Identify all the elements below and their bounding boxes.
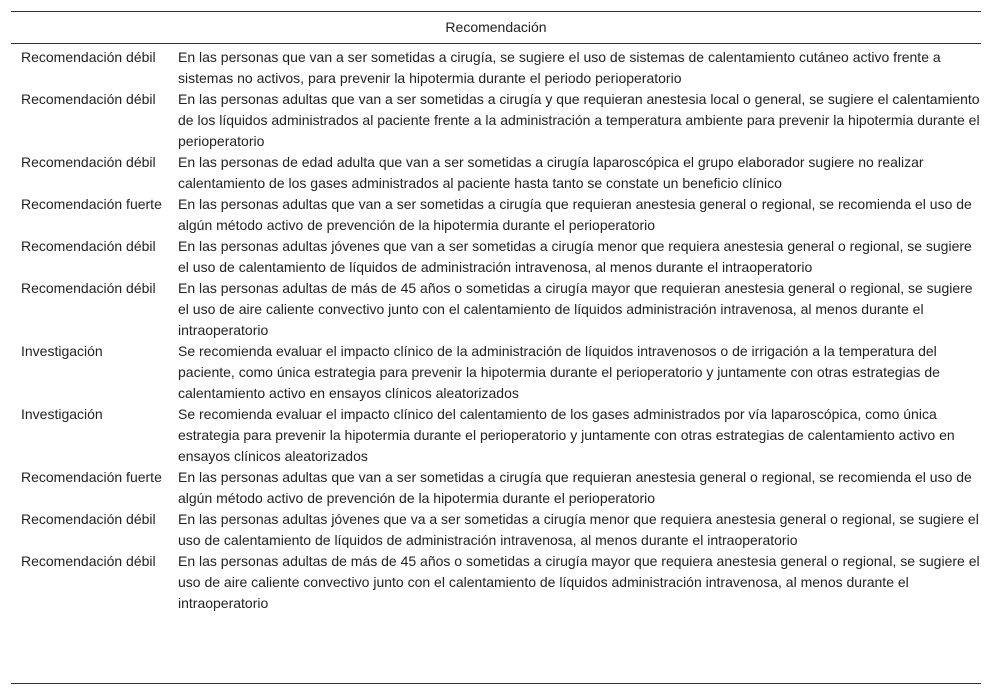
recommendation-level: Investigación: [21, 343, 103, 359]
recommendation-text: En las personas adultas de más de 45 años o sometidas a cirugía mayor que requiera anestesia general o regional, se sugiere el uso de aire caliente convectivo junto con el calentamiento de líquidos administración intravenosa, al menos durante el intraoperatorio: [178, 553, 980, 611]
recommendation-level: Recomendación débil: [21, 280, 156, 296]
recommendation-text: En las personas de edad adulta que van a ser sometidas a cirugía laparoscópica el grupo elaborador sugiere no realizar calentamiento de los gases administrados al paciente hasta tanto se constate un beneficio clínico: [178, 154, 924, 191]
recommendation-text: Se recomienda evaluar el impacto clínico del calentamiento de los gases administrados por vía laparoscópica, como única estrategia para prevenir la hipotermia durante el perioperatorio y juntamente con otras estrategias de calentamiento activo en ensayos clínicos aleatorizados: [178, 406, 955, 464]
table-row: [11, 44, 981, 90]
table-row: [11, 551, 981, 614]
recommendations-table: [11, 12, 981, 614]
recommendation-text: En las personas adultas que van a ser sometidas a cirugía que requieran anestesia general o regional, se recomienda el uso de algún método activo de prevención de la hipotermia durante el perioperatorio: [178, 469, 972, 506]
table-row: [11, 278, 981, 341]
recommendation-text: En las personas adultas jóvenes que van a ser sometidas a cirugía menor que requiera anestesia general o regional, se sugiere el uso de calentamiento de líquidos de administración intravenosa, al menos durante el intraoperatorio: [178, 238, 972, 275]
recommendation-level: Recomendación débil: [21, 91, 156, 107]
table-header: Recomendación: [11, 12, 981, 44]
recommendation-level: Recomendación débil: [21, 49, 156, 65]
recommendation-level: Recomendación débil: [21, 511, 156, 527]
recommendation-text: En las personas adultas de más de 45 años o sometidas a cirugía mayor que requieran anestesia general o regional, se sugiere el uso de aire caliente convectivo junto con el calentamiento de líquidos administración intravenosa, al menos durante el intraoperatorio: [178, 280, 973, 338]
table-row: [11, 467, 981, 509]
table-row: [11, 89, 981, 152]
table-body: [11, 44, 981, 615]
table-header-row: [11, 12, 981, 44]
table-row: [11, 236, 981, 278]
recommendation-level: Recomendación débil: [21, 238, 156, 254]
recommendation-text: En las personas adultas que van a ser sometidas a cirugía y que requieran anestesia local o general, se sugiere el calentamiento de los líquidos administrados al paciente frente a la administración a temperatura ambiente para prevenir la hipotermia durante el perioperatorio: [178, 91, 980, 149]
table-row: [11, 152, 981, 194]
recommendation-text: En las personas adultas jóvenes que va a ser sometidas a cirugía menor que requiera anestesia general o regional, se sugiere el uso de calentamiento de líquidos de administración intravenosa, al menos durante el intraoperatorio: [178, 511, 979, 548]
table-row: [11, 194, 981, 236]
recommendation-level: Investigación: [21, 406, 103, 422]
recommendation-level: Recomendación fuerte: [21, 196, 162, 212]
recommendation-level: Recomendación débil: [21, 154, 156, 170]
recommendations-table-container: [11, 11, 981, 684]
table-row: [11, 404, 981, 467]
recommendation-level: Recomendación débil: [21, 553, 156, 569]
recommendation-text: En las personas que van a ser sometidas a cirugía, se sugiere el uso de sistemas de calentamiento cutáneo activo frente a sistemas no activos, para prevenir la hipotermia durante el periodo perioperatorio: [178, 49, 941, 86]
recommendation-level: Recomendación fuerte: [21, 469, 162, 485]
recommendation-text: En las personas adultas que van a ser sometidas a cirugía que requieran anestesia general o regional, se recomienda el uso de algún método activo de prevención de la hipotermia durante el perioperatorio: [178, 196, 972, 233]
table-row: [11, 509, 981, 551]
recommendation-text: Se recomienda evaluar el impacto clínico de la administración de líquidos intravenosos o de irrigación a la temperatura del paciente, como única estrategia para prevenir la hipotermia durante el perioperatorio y juntamente con otras estrategias de calentamiento activo en ensayos clínicos aleatorizados: [178, 343, 940, 401]
table-row: [11, 341, 981, 404]
